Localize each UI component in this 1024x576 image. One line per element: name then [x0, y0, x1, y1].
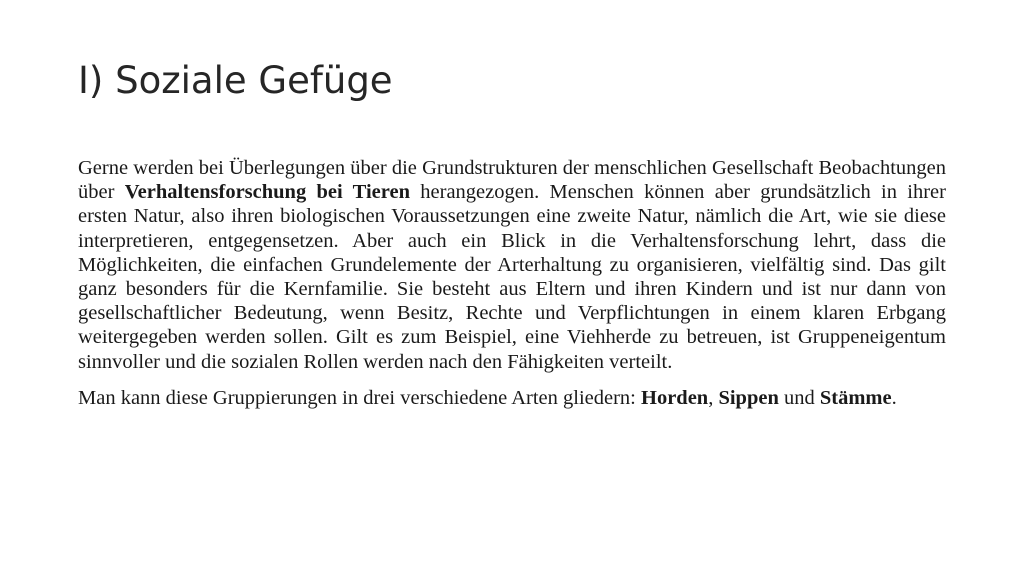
body-paragraph-1 — [78, 156, 946, 374]
paragraph-1-text-rest: herangezogen. Menschen können aber grundsätzlich in ihrer ersten Natur, also ihren biologischen Voraussetzungen eine zweite Natur, nämlich die Art, wie sie diese interpretieren, entgegensetzen. Aber auch ein Blick in die Verhaltensforschung lehrt, dass die Möglichkeiten, die einfachen Grundelemente der Arterhaltung zu organisieren, vielfältig sind. Das gilt ganz besonders für die Kernfamilie. Sie besteht aus Eltern und ihren Kindern und ist nur dann von gesellschaftlicher Bedeutung, wenn Besitz, Rechte und Verpflichtungen in einem klaren Erbgang weitergegeben werden sollen. Gilt es zum Beispiel, eine Viehherde zu betreuen, ist Gruppeneigentum sinnvoller und die sozialen Rollen werden nach den Fähigkeiten verteilt. — [78, 181, 946, 373]
term-staemme: Stämme — [819, 386, 892, 409]
slide-body — [78, 156, 946, 410]
term-verhaltensforschung-bei-tieren: Verhaltensforschung bei Tieren — [124, 181, 410, 204]
slide-title: I) Soziale Gefüge — [78, 59, 393, 102]
paragraph-1-text-start: Gerne werden bei Überlegungen über die Grundstrukturen der menschlichen Gesellschaft Beobachtungen über — [78, 157, 946, 204]
term-horden: Horden — [641, 386, 709, 409]
paragraph-2-text-start: Man kann diese Gruppierungen in drei verschiedene Arten gliedern: — [78, 386, 641, 409]
separator-comma: , — [708, 386, 719, 409]
separator-und: und — [778, 386, 820, 409]
term-sippen: Sippen — [718, 386, 779, 409]
body-paragraph-2 — [78, 386, 946, 410]
paragraph-2-end: . — [891, 386, 897, 409]
